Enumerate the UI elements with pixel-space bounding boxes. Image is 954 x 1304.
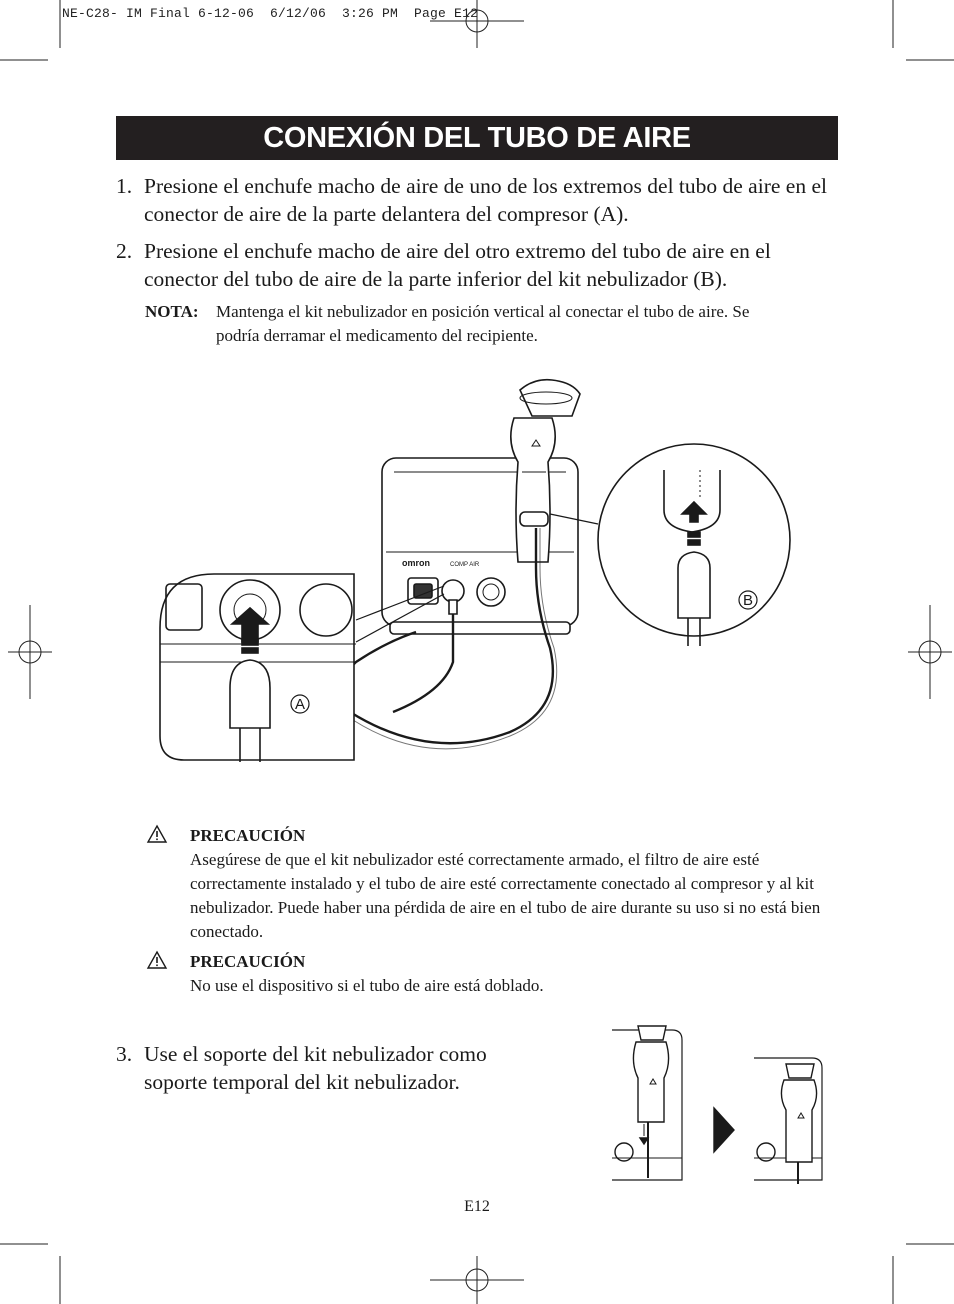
caution-heading: PRECAUCIÓN: [190, 952, 306, 971]
print-slug: NE-C28- IM Final 6-12-06 6/12/06 3:26 PM Page E12: [62, 6, 479, 21]
step-2: [116, 237, 856, 293]
holder-diagram: [606, 1018, 836, 1186]
warning-triangle-icon: [146, 824, 168, 844]
step-number: 2.: [116, 239, 133, 263]
caution-1: [146, 824, 836, 944]
step-text: Use el soporte del kit nebulizador como soporte temporal del kit nebulizador.: [144, 1042, 487, 1094]
model-logo: COMP AIR: [450, 562, 480, 568]
nebulizer-kit: [511, 418, 555, 562]
page-number: E12: [464, 1198, 490, 1215]
caution-heading: PRECAUCIÓN: [190, 826, 306, 845]
note-label: NOTA:: [145, 302, 199, 321]
caution-text: No use el dispositivo si el tubo de aire está doblado.: [190, 976, 544, 995]
step-number: 3.: [116, 1042, 133, 1066]
connection-diagram: [150, 372, 810, 782]
note: [145, 300, 805, 348]
section-title-bar: [116, 116, 838, 160]
caution-2: [146, 950, 836, 998]
mouthpiece: [520, 380, 580, 416]
step-3: [116, 1040, 556, 1096]
step-text: Presione el enchufe macho de aire del otro extremo del tubo de aire en el conector del tubo de aire de la parte inferior del kit nebulizador (B).: [144, 239, 771, 291]
label-a: A: [294, 696, 306, 713]
section-title: CONEXIÓN DEL TUBO DE AIRE: [263, 121, 691, 154]
label-b: B: [742, 592, 754, 609]
note-text: Mantenga el kit nebulizador en posición vertical al conectar el tubo de aire. Se podría derramar el medicamento del recipiente.: [216, 302, 750, 345]
step-text: Presione el enchufe macho de aire de uno de los extremos del tubo de aire en el conector de aire de la parte delantera del compresor (A).: [144, 174, 827, 226]
brand-logo: omron: [402, 558, 430, 568]
arrow-right-icon: [714, 1108, 734, 1152]
warning-triangle-icon: [146, 950, 168, 970]
caution-text: Asegúrese de que el kit nebulizador esté correctamente armado, el filtro de aire esté correctamente instalado y el tubo de aire esté correctamente conectado al compresor y al kit nebulizador. Puede haber una pérdida de aire en el tubo de aire durante su uso si no está bien conectado.: [190, 850, 821, 941]
step-number: 1.: [116, 174, 133, 198]
step-1: [116, 172, 856, 228]
